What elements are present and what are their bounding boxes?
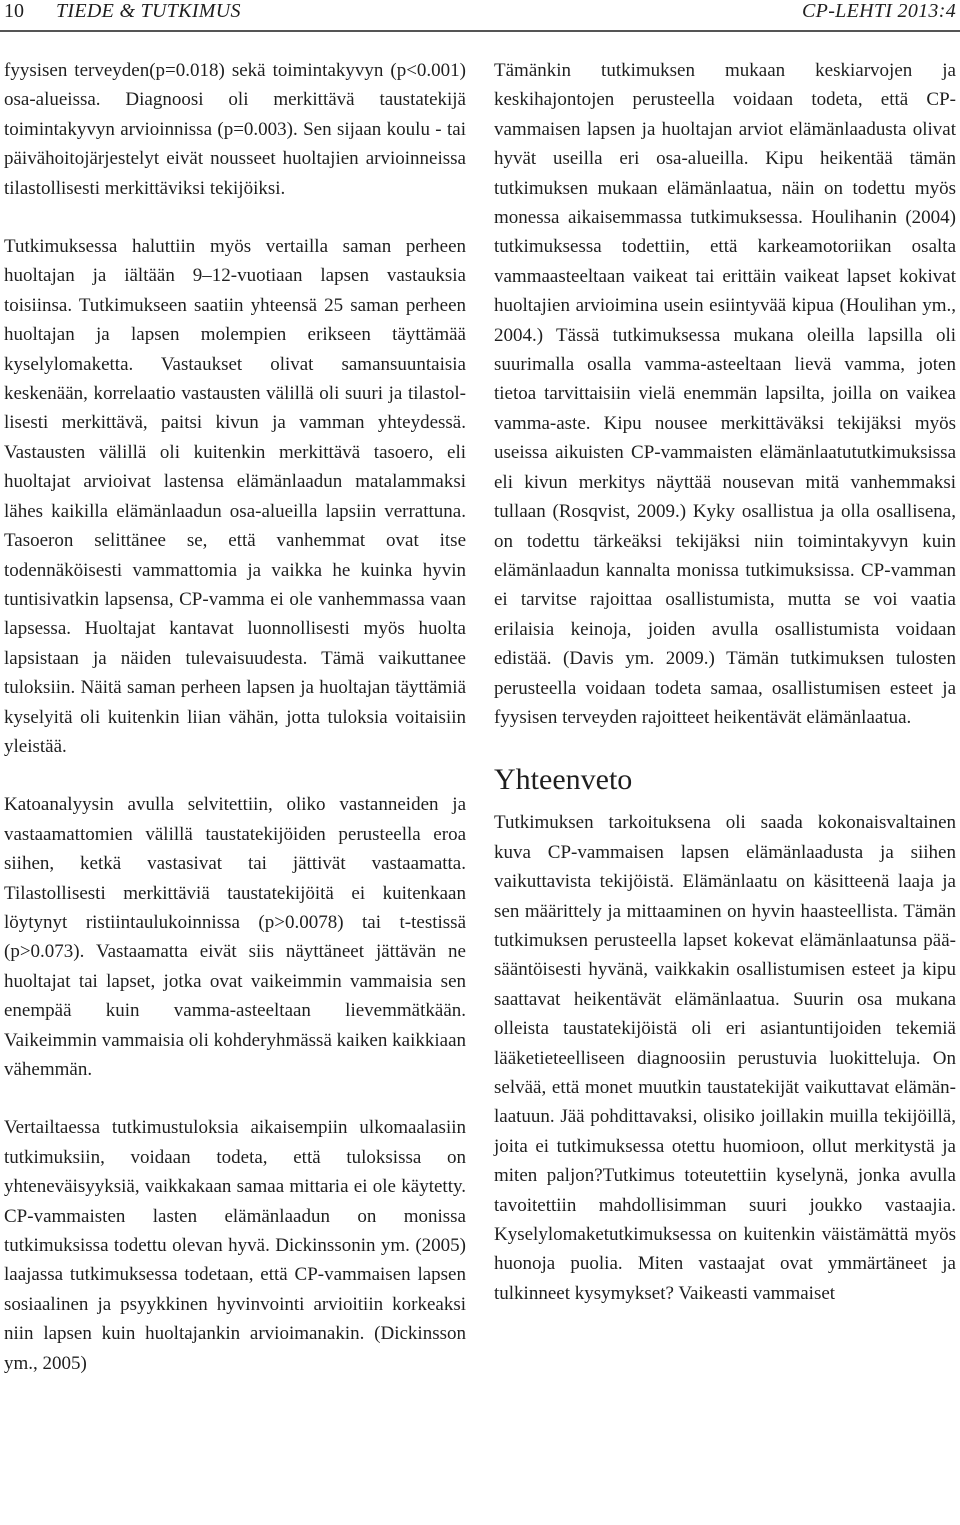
section-title: TIEDE & TUTKIMUS [56,0,241,22]
paragraph: fyysisen terveyden(p=0.018) sekä toimintakyvyn (p<0.001) osa-alueissa. Diagnoosi oli merkittävä taustatekijä toimintakyvyn arvioinnissa (p=0.003). Sen sijaan koulu - tai päivähoitojärjestelyt eivät nousseet huoltajien arvioinneissa tilastollisesti merkittäviksi tekijöiksi. [4,60,466,199]
paragraph: Tutkimuksessa haluttiin myös vertailla saman perheen huoltajan ja iältään 9–12-vuotiaan lapsen vastauksia toisiinsa. Tutkimukseen saatiin yhteensä 25 saman perheen huoltajan ja lapsen molempien erikseen täyttämää kyselylomaketta. Vastaukset olivat samansuuntaisia keskenään, korrelaatio vastausten välillä oli suuri ja tilastollisesti merkittävä, paitsi kivun ja vamman yhteydessä. Vastausten välillä oli kuitenkin merkittävä tasoero, eli huoltajat arvioivat lastensa elämänlaadun matalammaksi lähes kaikilla elämänlaadun osa-alueilla lapsiin verrattuna. Tasoeron selittänee se, että vanhemmat ovat itse todennäköisesti vammattomia ja vaikka he kuinka hyvin tuntisivatkin lapsensa, CP-vamma ei ole vanhemmassa vaan lapsessa. Huoltajat kantavat luonnollisesti myös huolta lapsistaan ja näiden tulevaisuudesta. Tämä vaikuttanee tuloksiin. Näitä saman perheen lapsen ja huoltajan täyttämiä kyselyitä oli kuitenkin liian vähän, jotta tuloksia voitaisiin yleistää. [4,236,466,757]
page-number: 10 [4,0,24,22]
paragraph: Vertailtaessa tutkimustuloksia aikaisempiin ulkomaalasiin tutkimuksiin, voidaan todeta, että tuloksissa on yhteneväisyyksiä, vaikkakaan samaa mittaria ei ole käytetty. CP-vammaisten lasten elämänlaadun on monissa tutkimuksissa todettu olevan hyvä. Dickinssonin ym. (2005) laajassa tutkimuksessa todetaan, että CP-vammaisen lapsen sosiaalinen ja psyykkinen hyvinvointi arvioitiin korkeaksi niin lapsen kuin huoltajankin arvioimanakin. (Dickinsson ym., 2005) [4,1117,466,1374]
left-column [4,56,466,1378]
paragraph: Katoanalyysin avulla selvitettiin, oliko vastanneiden ja vastaamattomien välillä taustatekijöiden perusteella eroa siihen, ketkä vastasivat tai jättivät vastaamatta. Tilastollisesti merkittäviä taustatekijöitä ei kuitenkaan löytynyt ristiintaulukoinnissa (p>0.0078) tai t-testissä (p>0.073). Vastaamatta eivät siis näyttäneet jättävän ne huoltajat tai lapset, jotka ovat vaikeimmin vammaisia sen enempää kuin vamma-asteeltaan lievemmätkään. Vaikeimmin vammaisia oli kohderyhmässä kaiken kaikkiaan vähemmän. [4,794,466,1080]
paragraph: Tämänkin tutkimuksen mukaan keskiarvojen ja keskihajontojen perusteella voidaan todeta, että CP-vammaisen lapsen ja huoltajan arviot elämänlaadusta olivat hyvät useilla eri osa-alueilla. Kipu heikentää tämän tutkimuksen mukaan elämänlaatua, näin on todettu myös monessa aikaisemmassa tutkimuksessa. Houlihanin (2004) tutkimuksessa todettiin, että karkeamotoriikan osalta vammaasteeltaan vaikeat tai erittäin vaikeat lapset kokivat huoltajien arvioimina usein esiintyvää kipua (Houlihan ym., 2004.) Tässä tutkimuksessa mukana oleilla lapsilla oli suurimalla osalla vamma-asteeltaan lievä vamma, joten tietoa tarvittaisiin vielä enemmän lapsilta, joilla on vaikea vamma-aste. Kipu nousee merkittäväksi tekijäksi myös useissa aikuisten CP-vammaisten elämänlaatututkimuksissa eli kivun merkitys näyttää nousevan mitä vanhemmaksi tullaan (Rosqvist, 2009.) Kyky osallistua ja olla osallisena, on todettu tärkeäksi tekijäksi niin toimintakyvyn kuin elämänlaadun kannalta monissa tutkimuksissa. CP-vamman ei tarvitse rajoittaa osallistumista, mutta se voi vaatia erilaisia keinoja, joiden avulla osallistumista voidaan edistää. (Davis ym. 2009.) Tämän tutkimuksen tulosten perusteella voidaan todeta samaa, osallistumisen esteet ja fyysisen terveyden rajoitteet heikentävät elämänlaatua. [494,60,956,728]
page-header [0,0,960,30]
right-column [494,56,956,1308]
header-rule [0,30,960,32]
paragraph: Tutkimuksen tarkoituksena oli saada kokonaisvaltainen kuva CP-vammaisen lapsen elämänlaadusta ja siihen vaikuttavista tekijöistä. Elämänlaatu on käsitteenä laaja ja sen määrittely ja mittaaminen on hyvin haasteellista. Tämän tutkimuksen perusteella lapset kokevat elämänlaatunsa pääsääntöisesti hyvänä, vaikkakin osallistumisen esteet ja kipu saattavat heikentävät elämänlaatua. Suurin osa mukana olleista taustatekijöistä oli eri asiantuntijoiden tekemiä lääketieteelliseen diagnoosiin perustuvia luokitteluja. On selvää, että monet muutkin taustatekijät vaikuttavat elämänlaatuun. Jää pohdittavaksi, olisiko joillakin muilla tekijöillä, joita ei tutkimuksessa otettu huomioon, ollut merkitystä ja miten paljon?Tutkimus toteutettiin kyselynä, jonka avulla tavoitettiin mahdollisimman suuri joukko vastaajia. Kyselylomaketutkimuksessa on kuitenkin väistämättä myös huonoja puolia. Miten vastaajat ovat ymmärtäneet ja tulkinneet kysymykset? Vaikeasti vammaiset [494,812,956,1304]
journal-issue: CP-LEHTI 2013:4 [802,0,956,22]
section-heading: Yhteenveto [494,763,633,797]
